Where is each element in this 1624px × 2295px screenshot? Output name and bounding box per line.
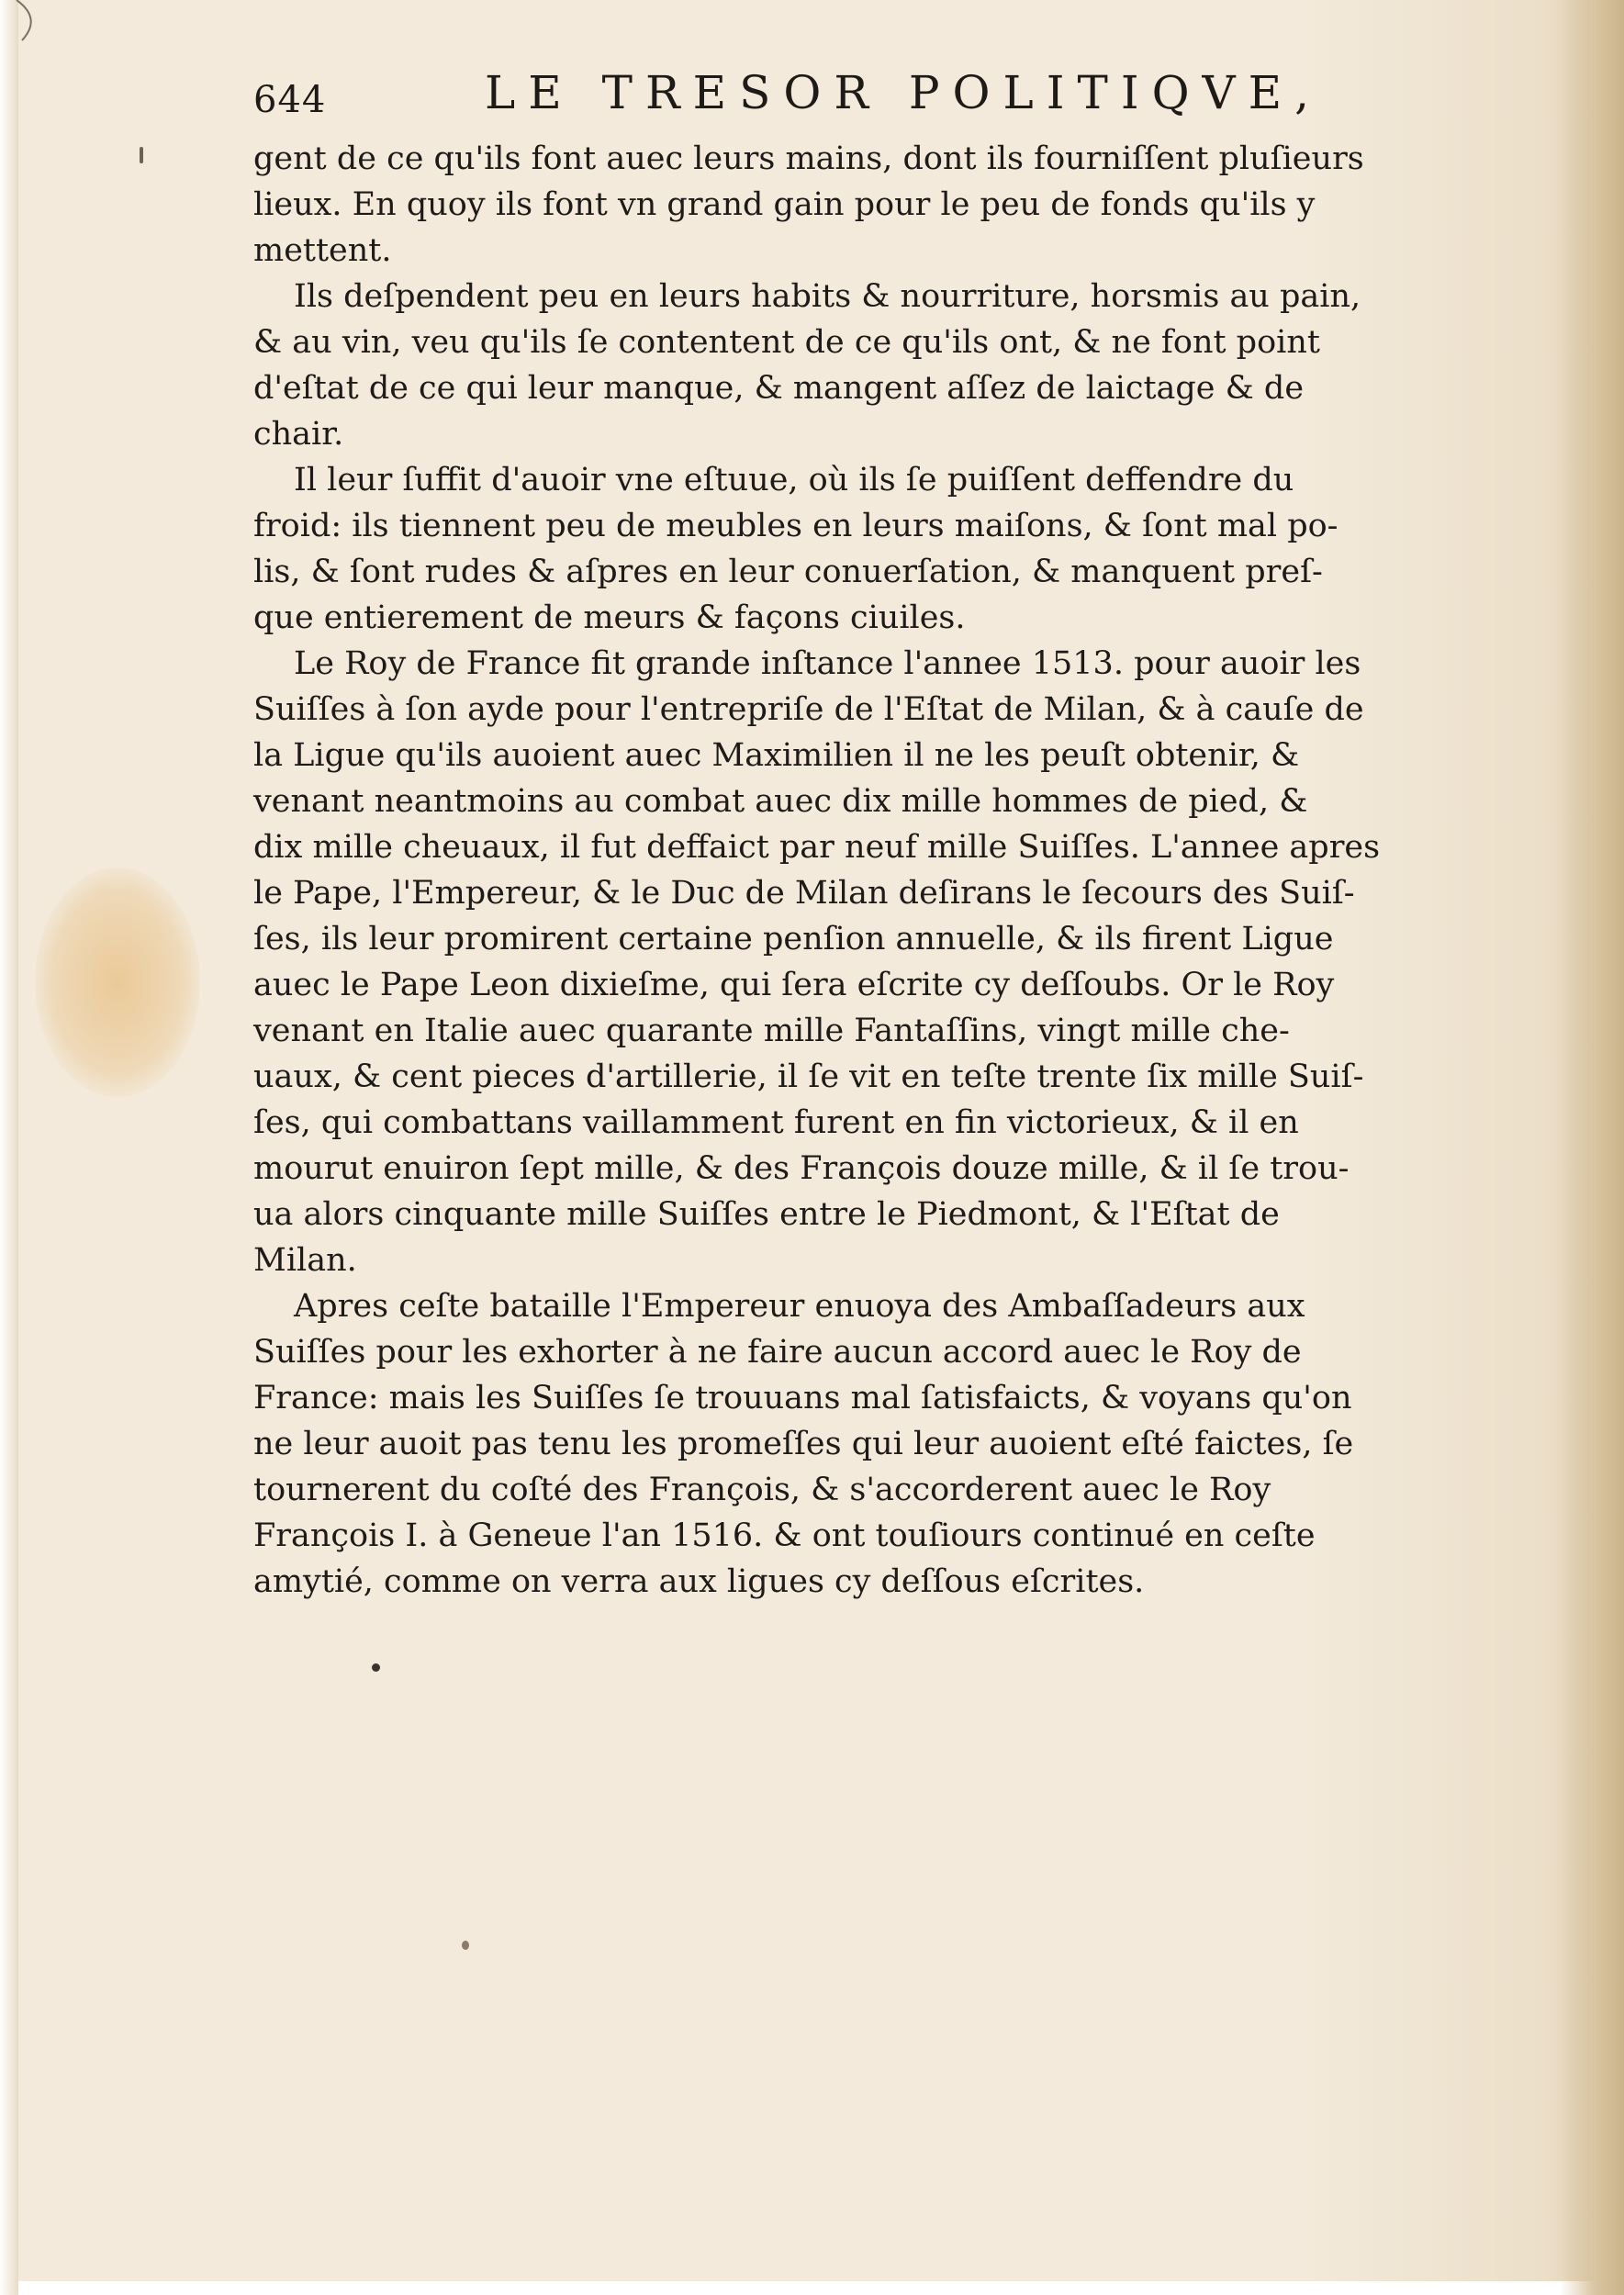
- text-line: François I. à Geneue l'an 1516. & ont touſiours continué en ceſte: [253, 1517, 1316, 1554]
- text-line: lis, & ſont rudes & aſpres en leur conuerſation, & manquent preſ-: [253, 554, 1323, 590]
- text-line: ſes, ils leur promirent certaine penſion annuelle, & ils firent Ligue: [253, 921, 1334, 957]
- text-line: auec le Pape Leon dixieſme, qui ſera eſcrite cy deſſoubs. Or le Roy: [253, 967, 1335, 1003]
- text-line: chair.: [253, 416, 344, 453]
- text-line: Milan.: [253, 1242, 357, 1279]
- text-line: & au vin, veu qu'ils ſe contentent de ce qu'ils ont, & ne font point: [253, 324, 1320, 361]
- text-line: Suiſſes pour les exhorter à ne faire aucun accord auec le Roy de: [253, 1334, 1302, 1371]
- corner-fold-mark: [15, 0, 97, 64]
- text-line: venant neantmoins au combat auec dix mille hommes de pied, &: [253, 783, 1308, 820]
- text-line: Ils deſpendent peu en leurs habits & nourriture, horsmis au pain,: [294, 278, 1361, 315]
- text-line: d'eſtat de ce qui leur manque, & mangent aſſez de laictage & de: [253, 370, 1305, 407]
- text-line: mettent.: [253, 232, 392, 269]
- binding-shadow: [0, 0, 18, 2295]
- text-line: que entierement de meurs & façons ciuiles.: [253, 599, 966, 636]
- text-line: amytié, comme on verra aux ligues cy deſſous eſcrites.: [253, 1563, 1145, 1600]
- text-line: mourut enuiron ſept mille, & des François douze mille, & il ſe trou-: [253, 1150, 1350, 1187]
- text-line: froid: ils tiennent peu de meubles en leurs maiſons, & ſont mal po-: [253, 508, 1338, 544]
- text-line: uaux, & cent pieces d'artillerie, il ſe vit en teſte trente ſix mille Suiſ-: [253, 1058, 1364, 1095]
- text-line: ſes, qui combattans vaillamment furent en fin victorieux, & il en: [253, 1104, 1299, 1141]
- text-body: [253, 136, 1447, 1605]
- page-number: 644: [253, 79, 327, 121]
- text-line: ua alors cinquante mille Suiſſes entre le Piedmont, & l'Eſtat de: [253, 1196, 1280, 1233]
- text-line: Il leur ſuffit d'auoir vne eſtuue, où ils ſe puiſſent deffendre du: [294, 462, 1294, 498]
- page-edge: [1561, 0, 1624, 2295]
- text-line: France: mais les Suiſſes ſe trouuans mal ſatisfaicts, & voyans qu'on: [253, 1380, 1352, 1416]
- text-line: Suiſſes à ſon ayde pour l'entrepriſe de l'Eſtat de Milan, & à cauſe de: [253, 691, 1364, 728]
- running-head: LE TRESOR POLITIQVE,: [485, 66, 1323, 119]
- text-line: ne leur auoit pas tenu les promeſſes qui leur auoient eſté faictes, ſe: [253, 1426, 1354, 1462]
- text-line: dix mille cheuaux, il fut deffaict par neuf mille Suiſſes. L'annee apres: [253, 829, 1381, 866]
- text-line: la Ligue qu'ils auoient auec Maximilien il ne les peuſt obtenir, &: [253, 737, 1300, 774]
- text-line: Apres ceſte bataille l'Empereur enuoya des Ambaſſadeurs aux: [294, 1288, 1305, 1325]
- ink-speck: [372, 1663, 380, 1672]
- text-line: Le Roy de France fit grande inſtance l'annee 1513. pour auoir les: [294, 645, 1361, 682]
- paper-stain: [35, 868, 200, 1097]
- text-line: gent de ce qu'ils font auec leurs mains, dont ils fourniſſent pluſieurs: [253, 140, 1364, 177]
- ink-speck: [140, 147, 143, 163]
- text-line: venant en Italie auec quarante mille Fantaſſins, vingt mille che-: [253, 1013, 1290, 1049]
- page-header: [253, 66, 1337, 130]
- text-line: le Pape, l'Empereur, & le Duc de Milan deſirans le ſecours des Suiſ-: [253, 875, 1355, 912]
- text-line: lieux. En quoy ils font vn grand gain pour le peu de fonds qu'ils y: [253, 186, 1316, 223]
- ink-speck: [462, 1941, 469, 1950]
- text-line: tournerent du coſté des François, & s'accorderent auec le Roy: [253, 1472, 1271, 1508]
